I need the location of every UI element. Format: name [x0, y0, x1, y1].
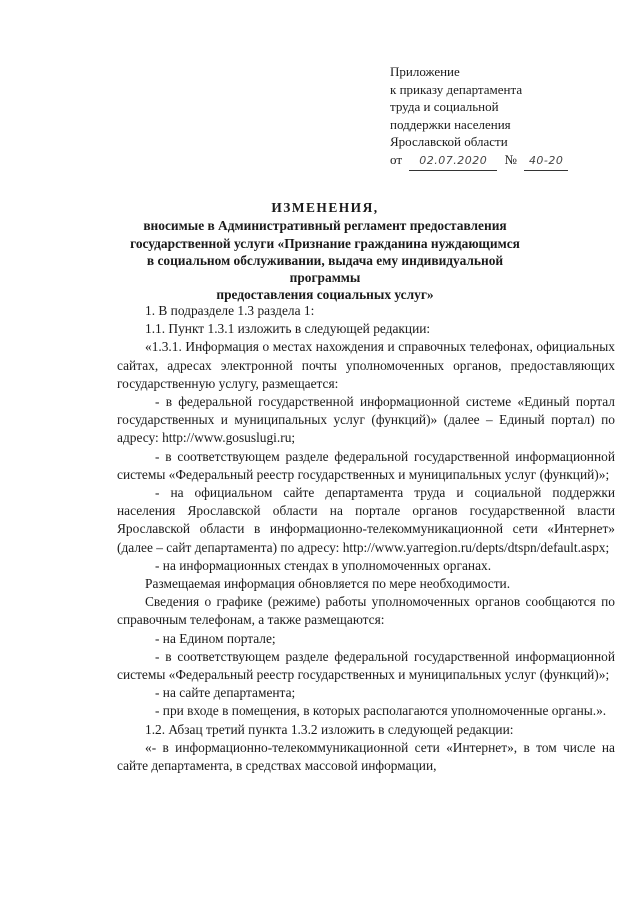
paragraph: - на информационных стендах в уполномоченных органах.	[155, 557, 492, 573]
title-heading: ИЗМЕНЕНИЯ,	[271, 200, 379, 215]
appendix-line-3: труда и социальной	[390, 99, 499, 115]
handwritten-number: 40-20	[524, 152, 568, 171]
paragraph: 1. В подразделе 1.3 раздела 1:	[145, 303, 315, 318]
paragraph: - в соответствующем разделе федеральной государственной информационной системы «Федеральный реестр государственных и муниципальных услуг (функций)»;	[117, 448, 615, 482]
title-line-1: вносимые в Административный регламент предоставления	[143, 218, 507, 234]
paragraph: - при входе в помещения, в которых располагаются уполномоченные органы.».	[155, 703, 607, 719]
paragraph: - на официальном сайте департамента труда и социальной поддержки населения Ярославской области на портале органов государственной власти Ярославской области в информационно-телекоммуникационной сети «Интернет» (далее – сайт департамента) по адресу: http://www.yarregion.ru/depts/dtspn/default.aspx;	[117, 485, 615, 555]
paragraph: Размещаемая информация обновляется по мере необходимости.	[145, 576, 511, 592]
paragraph: «- в информационно-телекоммуникационной сети «Интернет», в том числе на сайте департамента, в средствах массовой информации,	[117, 739, 615, 774]
title-line-3: в социальном обслуживании, выдача ему индивидуальной программы	[146, 252, 504, 286]
paragraph: - на Едином портале;	[155, 630, 276, 646]
paragraph: 1.1. Пункт 1.3.1 изложить в следующей редакции:	[145, 321, 431, 337]
paragraph: Сведения о графике (режиме) работы уполномоченных органов сообщаются по справочным телефонам, а также размещаются:	[117, 594, 615, 628]
paragraph: - в федеральной государственной информационной системе «Единый портал государственных и муниципальных услуг (функций)» (далее – Единый портал) по адресу: http://www.gosuslugi.ru;	[117, 394, 615, 446]
appendix-line-4: поддержки населения	[390, 116, 511, 132]
appendix-line-1: Приложение	[390, 64, 460, 79]
paragraph: - в соответствующем разделе федеральной государственной информационной системы «Федеральный реестр государственных и муниципальных услуг (функций)»;	[117, 648, 615, 683]
paragraph: «1.3.1. Информация о местах нахождения и справочных телефонах, официальных сайтах, адресах электронной почты уполномоченных органов, предоставляющих государственную услугу, размещается:	[117, 339, 615, 391]
appendix-line-5: Ярославской области	[390, 134, 508, 150]
handwritten-date: 02.07.2020	[409, 152, 497, 171]
title-line-4: предоставления социальных услуг»	[216, 287, 434, 303]
appendix-line-2: к приказу департамента	[390, 81, 523, 97]
from-label: от	[390, 151, 403, 167]
paragraph: - на сайте департамента;	[155, 685, 296, 701]
appendix-date-number-line	[390, 151, 630, 171]
number-label: №	[504, 151, 517, 167]
title-line-2: государственной услуги «Признание гражданина нуждающимся	[130, 235, 520, 251]
document-body	[117, 302, 615, 775]
appendix-block	[390, 63, 630, 171]
document-title	[110, 199, 540, 304]
paragraph: 1.2. Абзац третий пункта 1.3.2 изложить в следующей редакции:	[145, 721, 514, 737]
